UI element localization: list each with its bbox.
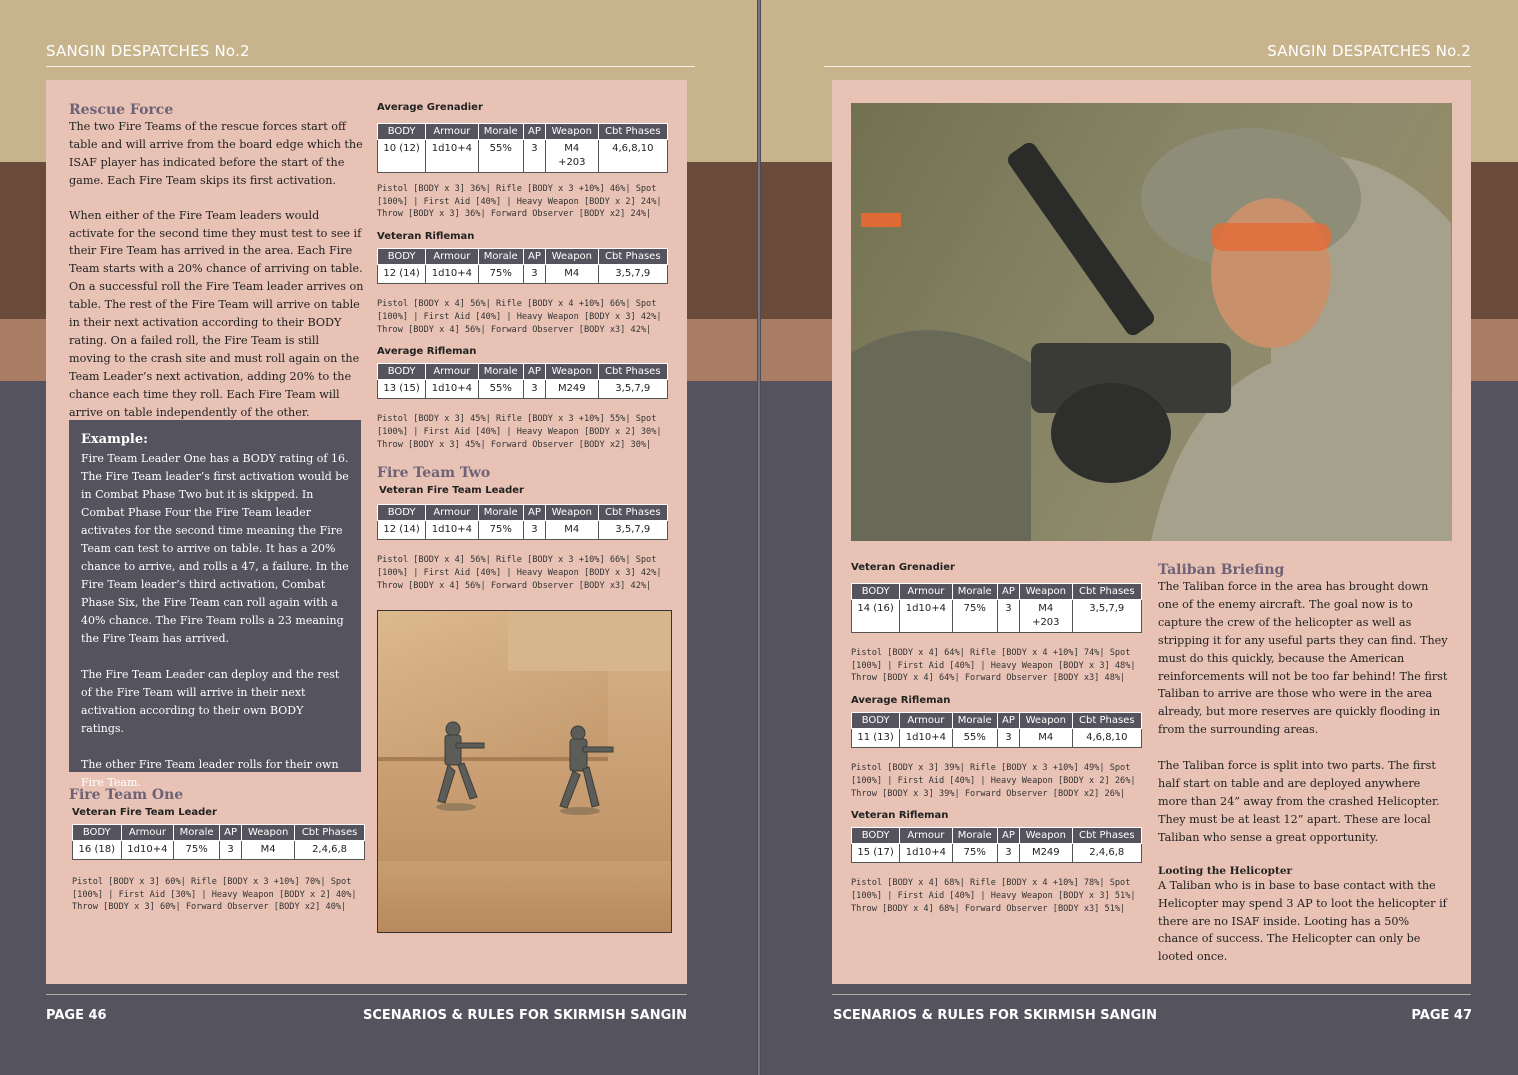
th-body: BODY (852, 828, 900, 844)
unit-name: Veteran Grenadier (851, 562, 955, 573)
soldier-illustration (851, 103, 1452, 541)
cell: 1d10+4 (900, 844, 952, 863)
unit-name: Veteran Fire Team Leader (379, 485, 524, 497)
stat-table (377, 248, 668, 284)
miniatures-photo (377, 610, 672, 933)
th-weapon: Weapon (546, 124, 599, 140)
example-box (69, 420, 361, 789)
fire-team-one-section (69, 787, 365, 914)
cell: 1d10+4 (426, 140, 478, 173)
cell: 1d10+4 (426, 265, 478, 284)
looting-body: A Taliban who is in base to base contact with the Helicopter may spend 3 AP to loot the helicopter if there are no ISAF inside. Looting has a 50% chance of success. The Helicopter can only be looted once. (1158, 878, 1447, 964)
cell: 12 (14) (378, 265, 426, 284)
cell: 11 (13) (852, 729, 900, 748)
cell: 4,6,8,10 (598, 140, 667, 173)
th-ap: AP (523, 364, 545, 380)
looting-title: Looting the Helicopter (1158, 864, 1293, 877)
footer-title-left: SCENARIOS & RULES FOR SKIRMISH SANGIN (363, 1008, 687, 1023)
cell: 15 (17) (852, 844, 900, 863)
taliban-title: Taliban Briefing (1158, 562, 1285, 578)
cell: M249 (1020, 844, 1073, 863)
th-morale: Morale (952, 828, 997, 844)
rescue-title: Rescue Force (69, 102, 174, 118)
stat-table (377, 363, 668, 399)
cell: 2,4,6,8 (295, 841, 365, 860)
th-body: BODY (378, 364, 426, 380)
th-body: BODY (852, 584, 900, 600)
cell: 3 (523, 380, 545, 399)
th-armour: Armour (426, 124, 478, 140)
cell: 75% (952, 844, 997, 863)
weapon-skills: Pistol [BODY x 4] 64%| Rifle [BODY x 4 +10%] 74%| Spot [100%] | First Aid [40%] | Heavy Weapon [BODY x 3] 48%| Throw [BODY x 4] 64%| Forward Observer [BODY x3] 48%| (851, 648, 1136, 684)
weapon-skills: Pistol [BODY x 3] 39%| Rifle [BODY x 3 +10%] 49%| Spot [100%] | First Aid [40%] | Heavy Weapon [BODY x 2] 26%| Throw [BODY x 3] 39%| Forward Observer [BODY x2] 26%| (851, 763, 1136, 799)
stat-table (377, 123, 668, 173)
cell: 3 (523, 265, 545, 284)
th-morale: Morale (478, 364, 523, 380)
cell: M4 (546, 265, 599, 284)
rescue-column (69, 102, 364, 422)
cell: 3 (997, 600, 1019, 633)
cell: 10 (12) (378, 140, 426, 173)
th-cbt: Cbt Phases (1072, 713, 1141, 729)
th-cbt: Cbt Phases (598, 249, 667, 265)
stat-table (851, 712, 1142, 748)
th-ap: AP (219, 825, 241, 841)
th-weapon: Weapon (1020, 828, 1073, 844)
taliban-column (1158, 562, 1450, 966)
unit-name: Veteran Rifleman (851, 810, 949, 822)
footer-rule (832, 994, 1471, 995)
stat-table (851, 583, 1142, 633)
cell: 1d10+4 (426, 380, 478, 399)
weapon-skills: Pistol [BODY x 3] 60%| Rifle [BODY x 3 +10%] 70%| Spot [100%] | First Aid [30%] | Heavy Weapon [BODY x 2] 40%| Throw [BODY x 3] 60%| Forward Observer [BODY x2] 40%| (72, 877, 357, 913)
cell: 55% (952, 729, 997, 748)
stat-table (377, 504, 668, 540)
th-morale: Morale (478, 505, 523, 521)
th-body: BODY (378, 124, 426, 140)
example-paragraph-3: The other Fire Team leader rolls for their own Fire Team. (81, 758, 339, 789)
unit-name: Average Rifleman (851, 695, 951, 707)
cell: 12 (14) (378, 521, 426, 540)
th-ap: AP (523, 124, 545, 140)
cell: 3 (997, 729, 1019, 748)
cell: 3,5,7,9 (598, 265, 667, 284)
cell: 55% (478, 140, 523, 173)
fire-team-two-title: Fire Team Two (377, 465, 491, 482)
example-paragraph-1: Fire Team Leader One has a BODY rating of 16. The Fire Team leader’s first activation would be in Combat Phase Two but it is skipped. In Combat Phase Four the Fire Team leader activates for the second time meaning the Fire Team can test to arrive on table. It has a 20% chance to arrive, and rolls a 47, a failure. In the Fire Team leader’s third activation, Combat Phase Six, the Fire Team can roll again with a 40% chance. The Fire Team rolls a 23 meaning the Fire Team has arrived. (81, 452, 349, 645)
weapon-skills: Pistol [BODY x 3] 36%| Rifle [BODY x 3 +10%] 46%| Spot [100%] | First Aid [40%] | Heavy Weapon [BODY x 2] 24%| Throw [BODY x 3] 36%| Forward Observer [BODY x2] 24%| (377, 184, 662, 220)
stat-table (851, 827, 1142, 863)
th-weapon: Weapon (546, 505, 599, 521)
footer-rule (46, 994, 687, 995)
cell: 13 (15) (378, 380, 426, 399)
cell: M4 +203 (1020, 600, 1073, 633)
header-rule (824, 66, 1471, 67)
cell: M4 (1020, 729, 1073, 748)
unit-name: Veteran Fire Team Leader (72, 807, 217, 818)
th-armour: Armour (426, 505, 478, 521)
page-number-left: PAGE 46 (46, 1008, 107, 1023)
th-armour: Armour (900, 828, 952, 844)
th-cbt: Cbt Phases (295, 825, 365, 841)
cell: 3,5,7,9 (1072, 600, 1141, 633)
cell: 75% (478, 265, 523, 284)
cell: 75% (478, 521, 523, 540)
unit-name: Average Grenadier (377, 102, 483, 113)
th-armour: Armour (426, 364, 478, 380)
th-weapon: Weapon (1020, 713, 1073, 729)
cell: 3 (219, 841, 241, 860)
th-morale: Morale (952, 584, 997, 600)
page-right (759, 0, 1518, 1075)
cell: 3 (997, 844, 1019, 863)
soldier-photo (851, 103, 1452, 541)
miniature-figures (378, 611, 672, 933)
rescue-paragraph-2: When either of the Fire Team leaders would activate for the second time they must test to see if their Fire Team has arrived in the area. Each Fire Team starts with a 20% chance of arriving on table. On a successful roll the Fire Team leader arrives on table. The rest of the Fire Team will arrive on table in their next activation according to their BODY rating. On a failed roll, the Fire Team is still moving to the crash site and must roll again on the Team Leader’s next activation, adding 20% to the chance each time they roll. Each Fire Team will arrive on table independently of the other. (69, 208, 364, 419)
th-cbt: Cbt Phases (1072, 828, 1141, 844)
weapon-skills: Pistol [BODY x 3] 45%| Rifle [BODY x 3 +10%] 55%| Spot [100%] | First Aid [40%] | Heavy Weapon [BODY x 2] 30%| Throw [BODY x 3] 45%| Forward Observer [BODY x2] 30%| (377, 414, 662, 450)
cell: 1d10+4 (426, 521, 478, 540)
th-ap: AP (997, 713, 1019, 729)
th-armour: Armour (900, 713, 952, 729)
th-morale: Morale (478, 124, 523, 140)
th-body: BODY (378, 505, 426, 521)
cell: 3 (523, 521, 545, 540)
th-ap: AP (523, 505, 545, 521)
header-title-right: SANGIN DESPATCHES No.2 (1267, 42, 1471, 60)
th-cbt: Cbt Phases (598, 124, 667, 140)
cell: M4 (242, 841, 295, 860)
th-cbt: Cbt Phases (598, 364, 667, 380)
th-weapon: Weapon (546, 364, 599, 380)
rescue-paragraph-1: The two Fire Teams of the rescue forces start off table and will arrive from the board edge which the ISAF player has indicated before the start of the game. Each Fire Team skips its first activation. (69, 120, 363, 187)
cell: M249 (546, 380, 599, 399)
unit-name: Average Rifleman (377, 346, 477, 358)
th-morale: Morale (952, 713, 997, 729)
cell: 3 (523, 140, 545, 173)
cell: 1d10+4 (121, 841, 174, 860)
th-body: BODY (73, 825, 122, 841)
unit-column (377, 102, 672, 592)
page-number-right: PAGE 47 (1411, 1008, 1472, 1023)
th-morale: Morale (478, 249, 523, 265)
th-armour: Armour (426, 249, 478, 265)
cell: 1d10+4 (900, 729, 952, 748)
example-paragraph-2: The Fire Team Leader can deploy and the rest of the Fire Team will arrive in their next activation according to their own BODY ratings. (81, 668, 340, 735)
th-morale: Morale (174, 825, 220, 841)
spine-gutter (757, 0, 761, 1075)
stat-table (72, 824, 365, 860)
th-cbt: Cbt Phases (1072, 584, 1141, 600)
header-title-left: SANGIN DESPATCHES No.2 (46, 42, 250, 60)
cell: 75% (174, 841, 220, 860)
cell: M4 +203 (546, 140, 599, 173)
th-weapon: Weapon (546, 249, 599, 265)
header-rule (46, 66, 695, 67)
weapon-skills: Pistol [BODY x 4] 68%| Rifle [BODY x 4 +10%] 78%| Spot [100%] | First Aid [40%] | Heavy Weapon [BODY x 3] 51%| Throw [BODY x 4] 68%| Forward Observer [BODY x3] 51%| (851, 878, 1136, 914)
cell: 3,5,7,9 (598, 521, 667, 540)
th-ap: AP (997, 584, 1019, 600)
weapon-skills: Pistol [BODY x 4] 56%| Rifle [BODY x 3 +10%] 66%| Spot [100%] | First Aid [40%] | Heavy Weapon [BODY x 3] 42%| Throw [BODY x 4] 56%| Forward Observer [BODY x3] 42%| (377, 555, 662, 591)
cell: 55% (478, 380, 523, 399)
taliban-paragraph-2: The Taliban force is split into two parts. The first half start on table and are deployed anywhere more than 24” away from the crashed Helicopter. They must be at least 12” apart. These are local Taliban who sense a great opportunity. (1158, 759, 1440, 844)
cell: 1d10+4 (900, 600, 952, 633)
th-ap: AP (997, 828, 1019, 844)
th-weapon: Weapon (1020, 584, 1073, 600)
th-body: BODY (378, 249, 426, 265)
cell: 4,6,8,10 (1072, 729, 1141, 748)
th-cbt: Cbt Phases (598, 505, 667, 521)
th-armour: Armour (900, 584, 952, 600)
taliban-paragraph-1: The Taliban force in the area has brought down one of the enemy aircraft. The goal now is to capture the crew of the helicopter as well as stripping it for any useful parts they can find. They must do this quickly, because the American reinforcements will not be too far behind! The first Taliban to arrive are those who were in the area already, but more reserves are quickly flooding in from the surrounding areas. (1158, 580, 1448, 737)
th-weapon: Weapon (242, 825, 295, 841)
unit-column-right (851, 562, 1146, 915)
cell: 2,4,6,8 (1072, 844, 1141, 863)
cell: 3,5,7,9 (598, 380, 667, 399)
th-body: BODY (852, 713, 900, 729)
footer-title-right: SCENARIOS & RULES FOR SKIRMISH SANGIN (833, 1008, 1157, 1023)
unit-name: Veteran Rifleman (377, 231, 475, 243)
weapon-skills: Pistol [BODY x 4] 56%| Rifle [BODY x 4 +10%] 66%| Spot [100%] | First Aid [40%] | Heavy Weapon [BODY x 3] 42%| Throw [BODY x 4] 56%| Forward Observer [BODY x3] 42%| (377, 299, 662, 335)
th-ap: AP (523, 249, 545, 265)
cell: 75% (952, 600, 997, 633)
cell: 16 (18) (73, 841, 122, 860)
example-title: Example: (81, 432, 148, 447)
fire-team-one-title: Fire Team One (69, 787, 184, 803)
cell: 14 (16) (852, 600, 900, 633)
cell: M4 (546, 521, 599, 540)
th-armour: Armour (121, 825, 174, 841)
